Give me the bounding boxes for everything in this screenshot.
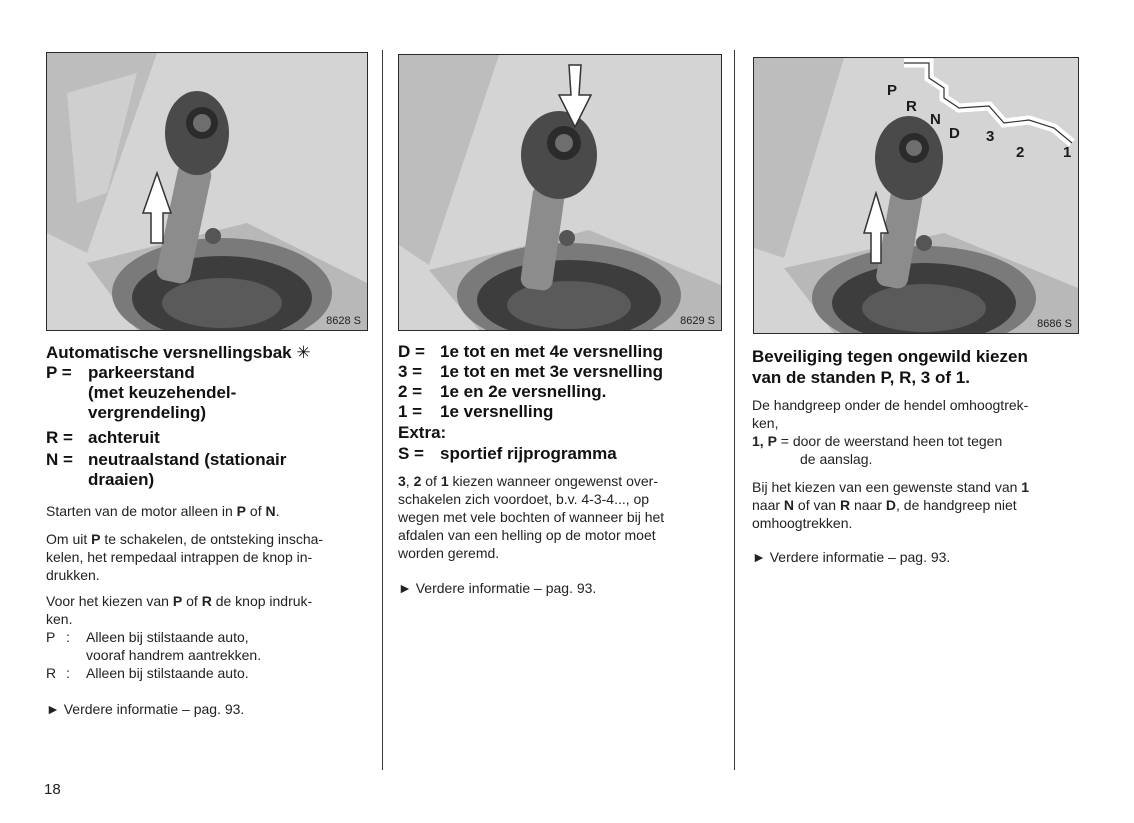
gate-label-r: R [906, 98, 917, 115]
text-line: ken. [46, 611, 73, 627]
text-run: naar [752, 497, 784, 513]
definition-value [88, 450, 286, 490]
text-run-bold: R [839, 497, 851, 513]
paragraph-no-pull [752, 478, 1029, 532]
note-sep: : [66, 665, 70, 681]
definition-item-s [398, 444, 617, 464]
note-r [46, 664, 346, 682]
definition-value: 1e tot en met 4e versnelling [440, 342, 663, 361]
text-line [398, 472, 664, 490]
definition-item-d [398, 342, 663, 362]
definition-line: draaien) [88, 470, 155, 489]
note-line: vooraf handrem aantrekken. [86, 647, 262, 663]
text-run: . [275, 503, 280, 519]
text-run: de knop indruk- [211, 593, 313, 609]
text-run-bold: P [172, 593, 183, 609]
definition-line: (met keuzehendel- [88, 383, 237, 402]
definition-item-2 [398, 382, 607, 402]
more-info-link[interactable]: ► Verdere informatie – pag. 93. [398, 580, 597, 596]
figure-gear-lever-3 [753, 57, 1079, 334]
column-divider-right [734, 50, 735, 770]
definition-item-3 [398, 362, 663, 382]
gate-label-2: 2 [1016, 144, 1025, 161]
section-title: Automatische versnellingsbak ✳ [46, 343, 311, 362]
text-run-bold: R [201, 593, 212, 609]
definition-key: P = [46, 363, 72, 382]
definition-key: 2 = [398, 382, 423, 401]
text-run-bold: P [91, 531, 101, 547]
definition-value: achteruit [88, 428, 160, 447]
text-line: omhoogtrekken. [752, 515, 853, 531]
section-title [752, 346, 1028, 388]
text-run: of van [794, 497, 840, 513]
figure-gear-lever-1 [46, 52, 368, 331]
text-run: naar [850, 497, 886, 513]
gate-label-n: N [930, 111, 941, 128]
definition-item-1 [398, 402, 554, 422]
text-line: afdalen van een helling op de motor moet [398, 527, 656, 543]
figure-code: 8629 S [680, 315, 715, 327]
text-line [752, 496, 1029, 514]
gear-lever-press-illustration [399, 55, 721, 330]
note-key: R [46, 665, 57, 681]
paragraph-start [46, 502, 280, 520]
text-run-bold: 1 [1021, 479, 1030, 495]
definition-value: sportief rijprogramma [440, 444, 617, 463]
text-run: , de handgreep niet [896, 497, 1017, 513]
text-run-bold: 1 [440, 473, 449, 489]
definition-line: parkeerstand [88, 363, 195, 382]
text-line: De handgreep onder de hendel omhoogtrek- [752, 397, 1029, 413]
definition-key: R = [46, 428, 73, 447]
page-number: 18 [44, 781, 61, 798]
more-info-link[interactable]: ► Verdere informatie – pag. 93. [752, 549, 951, 565]
text-line: de aanslag. [800, 451, 873, 467]
text-run-bold: D [885, 497, 897, 513]
definition-line: neutraalstand (stationair [88, 450, 287, 469]
definition-item-n [46, 450, 287, 489]
title-line: Beveiliging tegen ongewild kiezen [752, 347, 1028, 366]
text-run: of [246, 503, 266, 519]
definition-item-p [46, 363, 237, 422]
paragraph-hold-gear [398, 472, 664, 562]
definition-item-r [46, 428, 160, 448]
text-line [46, 592, 312, 610]
definition-key: S = [398, 444, 424, 463]
text-line: schakelen zich voordoet, b.v. 4-3-4..., op [398, 491, 650, 507]
definition-value [88, 363, 236, 423]
gate-label-1: 1 [1063, 144, 1072, 161]
note-line: Alleen bij stilstaande auto. [86, 665, 249, 681]
definition-key: D = [398, 342, 425, 361]
text-line [46, 530, 323, 548]
note-line: Alleen bij stilstaande auto, [86, 629, 249, 645]
gate-label-d: D [949, 125, 960, 142]
text-line: wegen met vele bochten of wanneer bij het [398, 509, 665, 525]
text-run-bold: N [265, 503, 276, 519]
text-run: of [182, 593, 202, 609]
definition-value: 1e tot en met 3e versnelling [440, 362, 663, 381]
gear-lever-illustration [47, 53, 367, 330]
text-run: , [405, 473, 414, 489]
gate-label-p: P [887, 82, 898, 99]
text-run: Voor het kiezen van [46, 593, 173, 609]
text-run: te schakelen, de ontsteking inscha- [100, 531, 324, 547]
figure-code: 8628 S [326, 315, 361, 327]
definition-line: vergrendeling) [88, 403, 207, 422]
text-run-bold: 2 [413, 473, 422, 489]
definition-key: 3 = [398, 362, 423, 381]
text-run-bold: P [236, 503, 247, 519]
paragraph-shift-out-of-p [46, 530, 323, 584]
paragraph-pull-grip [752, 396, 1028, 468]
note-p [46, 628, 346, 664]
text-line [752, 478, 1029, 496]
text-run: Om uit [46, 531, 92, 547]
text-run: of [421, 473, 441, 489]
text-line: drukken. [46, 567, 100, 583]
figure-code: 8686 S [1037, 318, 1072, 330]
definition-key: N = [46, 450, 73, 469]
definition-value: 1e versnelling [440, 402, 554, 421]
gate-label-3: 3 [986, 128, 995, 145]
paragraph-select-p-r [46, 592, 312, 628]
title-line: van de standen P, R, 3 of 1. [752, 368, 970, 387]
note-sep: : [66, 629, 70, 645]
text-run: Bij het kiezen van een gewenste stand van [752, 479, 1022, 495]
column-divider-left [382, 50, 383, 770]
text-run-bold: N [783, 497, 795, 513]
text-run-bold: 3 [398, 473, 406, 489]
note-key: P [46, 629, 56, 645]
text-line [752, 432, 1028, 450]
text-run: Starten van de motor alleen in [46, 503, 237, 519]
text-run: = door de weerstand heen tot tegen [776, 433, 1003, 449]
text-line: worden geremd. [398, 545, 500, 561]
text-line: kelen, het rempedaal intrappen de knop in- [46, 549, 313, 565]
extra-label: Extra: [398, 423, 447, 442]
definition-value: 1e en 2e versnelling. [440, 382, 607, 401]
text-run-bold: 1, P [752, 433, 777, 449]
definition-key: 1 = [398, 402, 423, 421]
more-info-link[interactable]: ► Verdere informatie – pag. 93. [46, 701, 245, 717]
text-line: ken, [752, 415, 779, 431]
text-run: kiezen wanneer ongewenst over- [448, 473, 658, 489]
figure-gear-lever-2 [398, 54, 722, 331]
